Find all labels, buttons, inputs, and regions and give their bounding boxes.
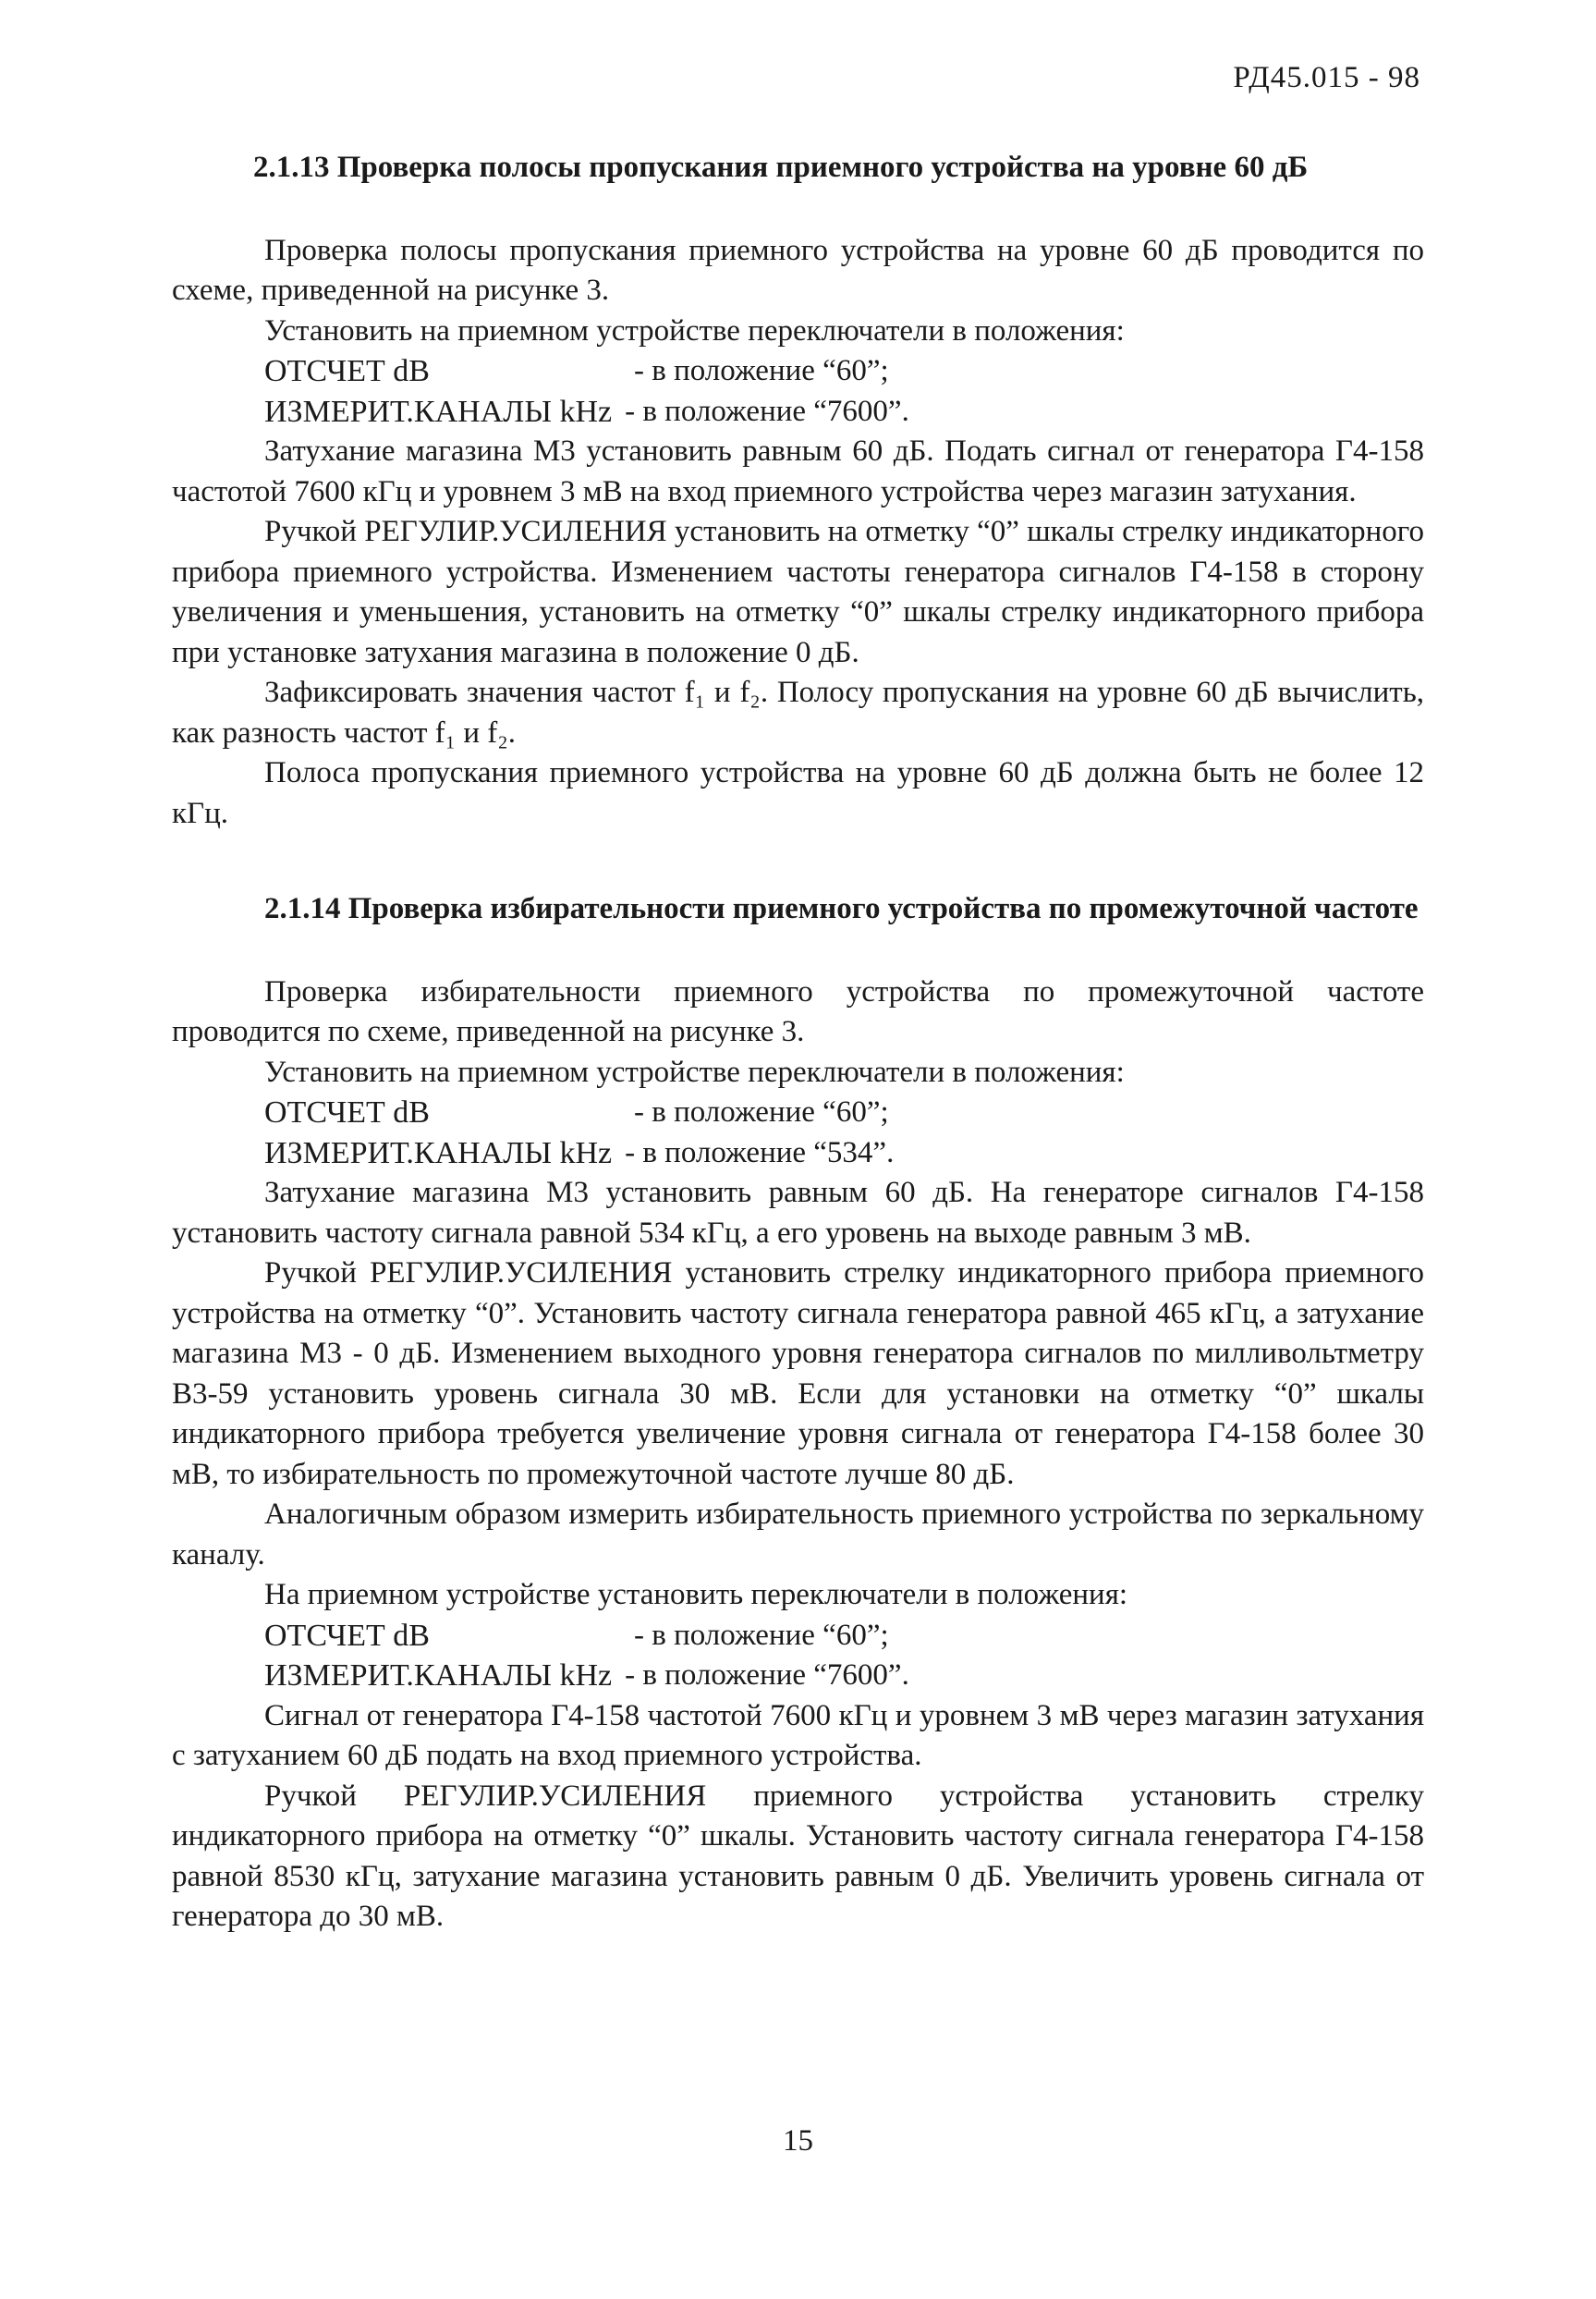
document-code: РД45.015 - 98 [1233, 61, 1420, 94]
paragraph: Установить на приемном устройстве переключатели в положения: [264, 1055, 1125, 1089]
switch-value: - в положение “60”; [634, 1618, 889, 1652]
paragraph: Затухание магазина М3 установить равным 60 дБ. На генераторе сигналов Г4-158 установить частоту сигнала равной 534 кГц, а его уровень на выходе равным 3 мВ. [172, 1176, 1424, 1250]
switch-setting [172, 1616, 1424, 1657]
switch-setting [172, 1093, 1424, 1133]
paragraph: На приемном устройстве установить переключатели в положения: [264, 1578, 1128, 1611]
switch-value: - в положение “7600”. [625, 1658, 909, 1692]
switch-name: ОТСЧЕТ dB [264, 1095, 430, 1130]
switch-setting [172, 1133, 1424, 1174]
paragraph: Аналогичным образом измерить избирательность приемного устройства по зеркальному каналу. [172, 1498, 1424, 1571]
switch-name: ИЗМЕРИТ.КАНАЛЫ kHz [264, 1658, 613, 1693]
switch-name: ОТСЧЕТ dB [264, 1618, 430, 1653]
section-body [172, 231, 1424, 835]
paragraph: Ручкой РЕГУЛИР.УСИЛЕНИЯ приемного устройства установить стрелку индикаторного прибора на отметку “0” шкалы. Установить частоту сигнала генератора Г4-158 равной 8530 кГц, затухание магазина установить равным 0 дБ. Увеличить уровень сигнала от генератора до 30 мВ. [172, 1779, 1424, 1933]
page-content [172, 148, 1424, 1938]
paragraph: Проверка избирательности приемного устройства по промежуточной частоте проводится по схеме, приведенной на рисунке 3. [172, 974, 1424, 1048]
switch-name: ИЗМЕРИТ.КАНАЛЫ kHz [264, 394, 613, 429]
paragraph: Установить на приемном устройстве переключатели в положения: [264, 313, 1125, 348]
section-2-1-13 [172, 148, 1424, 834]
switch-setting [172, 351, 1424, 392]
switch-name: ОТСЧЕТ dB [264, 354, 430, 388]
section-heading: 2.1.14 Проверка избирательности приемного устройства по промежуточной частоте [264, 892, 1419, 925]
switch-name: ИЗМЕРИТ.КАНАЛЫ kHz [264, 1135, 613, 1170]
switch-value: - в положение “60”; [634, 1095, 889, 1129]
paragraph: Ручкой РЕГУЛИР.УСИЛЕНИЯ установить на отметку “0” шкалы стрелку индикаторного прибора приемного устройства. Изменением частоты генератора сигналов Г4-158 в сторону увеличения и уменьшения, установить на отметку “0” шкалы стрелку индикаторного прибора при установке затухания магазина в положение 0 дБ. [172, 515, 1424, 669]
section-2-1-14 [172, 889, 1424, 1938]
paragraph: Затухание магазина М3 установить равным 60 дБ. Подать сигнал от генератора Г4-158 частотой 7600 кГц и уровнем 3 мВ на вход приемного устройства через магазин затухания. [172, 434, 1424, 508]
paragraph: Сигнал от генератора Г4-158 частотой 7600 кГц и уровнем 3 мВ через магазин затухания с затуханием 60 дБ подать на вход приемного устройства. [172, 1698, 1424, 1772]
section-body [172, 972, 1424, 1938]
switch-value: - в положение “60”; [634, 354, 889, 387]
paragraph: Ручкой РЕГУЛИР.УСИЛЕНИЯ установить стрелку индикаторного прибора приемного устройства на отметку “0”. Установить частоту сигнала генератора равной 465 кГц, а затухание магазина М3 - 0 дБ. Изменением выходного уровня генератора сигналов по милливольтметру В3-59 установить уровень сигнала 30 мВ. Если для установки на отметку “0” шкалы индикаторного прибора требуется увеличение уровня сигнала от генератора Г4-158 более 30 мВ, то избирательность по промежуточной частоте лучше 80 дБ. [172, 1256, 1424, 1491]
paragraph: Проверка полосы пропускания приемного устройства на уровне 60 дБ проводится по схеме, приведенной на рисунке 3. [172, 233, 1424, 307]
switch-value: - в положение “7600”. [625, 394, 909, 428]
paragraph: Полоса пропускания приемного устройства на уровне 60 дБ должна быть не более 12 кГц. [172, 756, 1424, 830]
section-heading: 2.1.13 Проверка полосы пропускания приемного устройства на уровне 60 дБ [253, 151, 1309, 184]
switch-setting [172, 1656, 1424, 1696]
page-number: 15 [783, 2124, 813, 2158]
paragraph: Зафиксировать значения частот f₁ и f₂. Полосу пропускания на уровне 60 дБ вычислить, как разность частот f₁ и f₂. [172, 676, 1424, 750]
switch-setting [172, 392, 1424, 433]
switch-value: - в положение “534”. [625, 1135, 895, 1169]
